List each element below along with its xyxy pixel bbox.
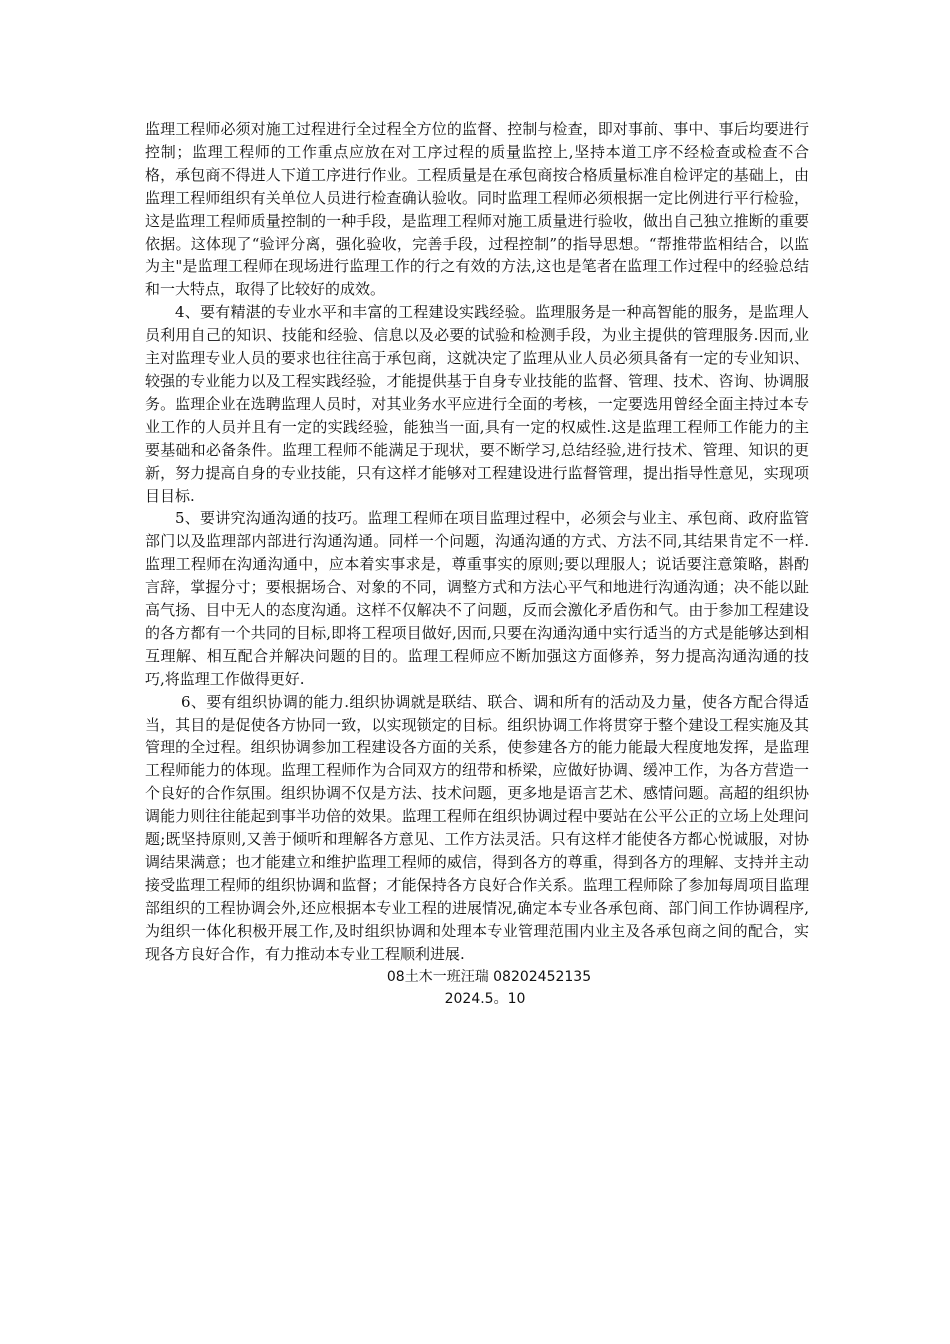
author-signature: 08土木一班汪瑞 08202452135 bbox=[386, 968, 592, 985]
paragraph-6-coordination: 6、要有组织协调的能力.组织协调就是联结、联合、调和所有的活动及力量，使各方配合得适当，其目的是促使各方协同一致，以实现锁定的目标。组织协调工作将贯穿于整个建设工程实施及其管理的全过程。组织协调参加工程建设各方面的关系，使参建各方的能力能最大程度地发挥，是监理工程师能力的体现。监理工程师作为合同双方的纽带和桥梁，应做好协调、缓冲工作，为各方营造一个良好的合作氛围。组织协调不仅是方法、技术问题，更多地是语言艺术、感情问题。高超的组织协调能力则往往能起到事半功倍的效果。监理工程师在组织协调过程中要站在公平公正的立场上处理问题;既坚持原则,又善于倾听和理解各方意见、工作方法灵活。只有这样才能使各方都心悦诚服，对协调结果满意；也才能建立和维护监理工程师的威信，得到各方的尊重，得到各方的理解、支持并主动接受监理工程师的组织协调和监督；才能保持各方良好合作关系。监理工程师除了参加每周项目监理部组织的工程协调会外,还应根据本专业工程的进展情况,确定本专业各承包商、部门间工作协调程序,为组织一体化积极开展工作,及时组织协调和处理本专业管理范围内业主及各承包商之间的配合，实现各方良好合作，有力推动本专业工程顺利进展. bbox=[145, 692, 809, 963]
paragraph-3-continued: 监理工程师必须对施工过程进行全过程全方位的监督、控制与检查，即对事前、事中、事后均要进行控制；监理工程师的工作重点应放在对工序过程的质量监控上,坚持本道工序不经检查或检查不合格，承包商不得进人下道工序进行作业。工程质量是在承包商按合格质量标准自检评定的基础上，由监理工程师组织有关单位人员进行检查确认验收。同时监理工程师必须根据一定比例进行平行检验，这是监理工程师质量控制的一种手段，是监理工程师对施工质量进行验收，做出自己独立推断的重要依据。这体现了“验评分离，强化验收，完善手段，过程控制”的指导思想。“帮推带监相结合，以监为主"是监理工程师在现场进行监理工作的行之有效的方法,这也是笔者在监理工作过程中的经验总结和一大特点，取得了比较好的成效。 bbox=[145, 120, 809, 299]
paragraph-4-expertise: 4、要有精湛的专业水平和丰富的工程建设实践经验。监理服务是一种高智能的服务，是监理人员利用自己的知识、技能和经验、信息以及必要的试验和检测手段，为业主提供的管理服务.因而,业主对监理专业人员的要求也往往高于承包商，这就决定了监理从业人员必须具备有一定的专业知识、较强的专业能力以及工程实践经验，才能提供基于自身专业技能的监督、管理、技术、咨询、协调服务。监理企业在选聘监理人员时，对其业务水平应进行全面的考核，一定要选用曾经全面主持过本专业工作的人员并且有一定的实践经验，能独当一面,具有一定的权威性.这是监理工程师工作能力的主要基础和必备条件。监理工程师不能满足于现状，要不断学习,总结经验,进行技术、管理、知识的更新，努力提高自身的专业技能，只有这样才能够对工程建设进行监督管理，提出指导性意见，实现项目目标. bbox=[145, 303, 809, 505]
paragraph-5-communication: 5、要讲究沟通沟通的技巧。监理工程师在项目监理过程中，必须会与业主、承包商、政府监管部门以及监理部内部进行沟通沟通。同样一个问题，沟通沟通的方式、方法不同,其结果肯定不一样.监理工程师在沟通沟通中，应本着实事求是，尊重事实的原则;要以理服人；说话要注意策略，斟酌言辞，掌握分寸；要根据场合、对象的不同，调整方式和方法心平气和地进行沟通沟通；决不能以趾高气扬、目中无人的态度沟通。这样不仅解决不了问题，反而会激化矛盾伤和气。由于参加工程建设的各方都有一个共同的目标,即将工程项目做好,因而,只要在沟通沟通中实行适当的方式是能够达到相互理解、相互配合并解决问题的目的。监理工程师应不断加强这方面修养，努力提高沟通沟通的技巧,将监理工作做得更好. bbox=[145, 509, 809, 688]
document-body bbox=[145, 118, 809, 1011]
signature-date: 2024.5。10 bbox=[444, 991, 526, 1008]
